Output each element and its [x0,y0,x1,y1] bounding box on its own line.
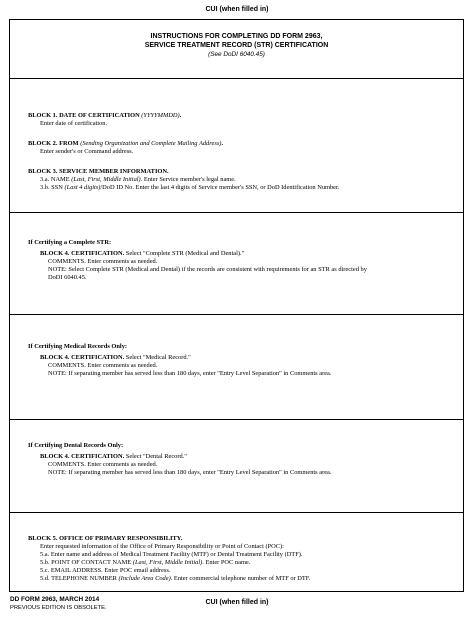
block5a-text: 5.a. Enter name and address of Medical Treatment Facility (MTF) or Dental Treatment Facility (DTF). [40,551,303,558]
block5c-text: 5.c. EMAIL ADDRESS. Enter POC email address. [40,567,171,574]
section-block5 [10,513,463,592]
dental-comments-text: COMMENTS. Enter comments as needed. [48,461,158,468]
dental-title: If Certifying Dental Records Only: [28,442,124,449]
section-medical-records [10,315,463,420]
section-complete-str [10,213,463,315]
cui-marking-bottom: CUI (when filled in) [205,599,269,606]
medical-block4-text: BLOCK 4. CERTIFICATION. Select "Medical Record." [40,354,191,361]
complete-note-line2: DoDI 6040.45. [48,274,87,281]
medical-comments-text: COMMENTS. Enter comments as needed. [48,362,158,369]
medical-note-text: NOTE: If separating member has served less than 180 days, enter "Entry Level Separation" in Comments area. [48,370,332,377]
medical-title: If Certifying Medical Records Only: [28,343,128,350]
block5-heading: BLOCK 5. OFFICE OF PRIMARY RESPONSIBILITY. [28,535,183,542]
block5b-text: 5.b. POINT OF CONTACT NAME (Last, First, Middle Initial). Enter POC name. [40,559,251,566]
form-header [10,20,463,79]
block3a-text: 3.a. NAME (Last, First, Middle Initial). Enter Service member's legal name. [40,176,236,183]
complete-note-line1: NOTE: Select Complete STR (Medical and Dental) if the records are consistent with requirements for an STR as directed by [48,266,367,273]
form-title-line2: SERVICE TREATMENT RECORD (STR) CERTIFICATION [144,42,329,49]
section-blocks-1-3 [10,79,463,213]
dental-block4-text: BLOCK 4. CERTIFICATION. Select "Dental Record." [40,453,187,460]
form-title-line1: INSTRUCTIONS FOR COMPLETING DD FORM 2963, [150,33,323,40]
form-id: DD FORM 2963, MARCH 2014 [10,596,100,603]
complete-block4-text: BLOCK 4. CERTIFICATION. Select "Complete STR (Medical and Dental)." [40,250,245,257]
block2-text: Enter sender's or Command address. [40,148,134,155]
block2-heading: BLOCK 2. FROM (Sending Organization and Complete Mailing Address). [28,140,224,147]
block5-intro: Enter requested information of the Office of Primary Responsibility or Point of Contact (POC): [40,543,284,550]
block3-heading: BLOCK 3. SERVICE MEMBER INFORMATION. [28,168,169,175]
section-dental-records [10,420,463,513]
complete-comments-text: COMMENTS. Enter comments as needed. [48,258,158,265]
cui-marking-top: CUI (when filled in) [205,6,269,13]
block1-heading: BLOCK 1. DATE OF CERTIFICATION (YYYYMMDD). [28,112,182,119]
block5d-text: 5.d. TELEPHONE NUMBER (Include Area Code). Enter commercial telephone number of MTF or DTF. [40,575,311,582]
block3b-text: 3.b. SSN (Last 4 digits)/DoD ID No. Enter the last 4 digits of Service member's SSN, or DoD Identification Number. [40,184,340,191]
complete-str-title: If Certifying a Complete STR: [28,239,112,246]
block1-text: Enter date of certification. [40,120,108,127]
form-frame [9,19,464,592]
edition-note: PREVIOUS EDITION IS OBSOLETE. [10,605,107,611]
form-subtitle: (See DoDI 6040.45) [208,51,265,58]
dental-note-text: NOTE: If separating member has served less than 180 days, enter "Entry Level Separation" in Comments area. [48,469,332,476]
